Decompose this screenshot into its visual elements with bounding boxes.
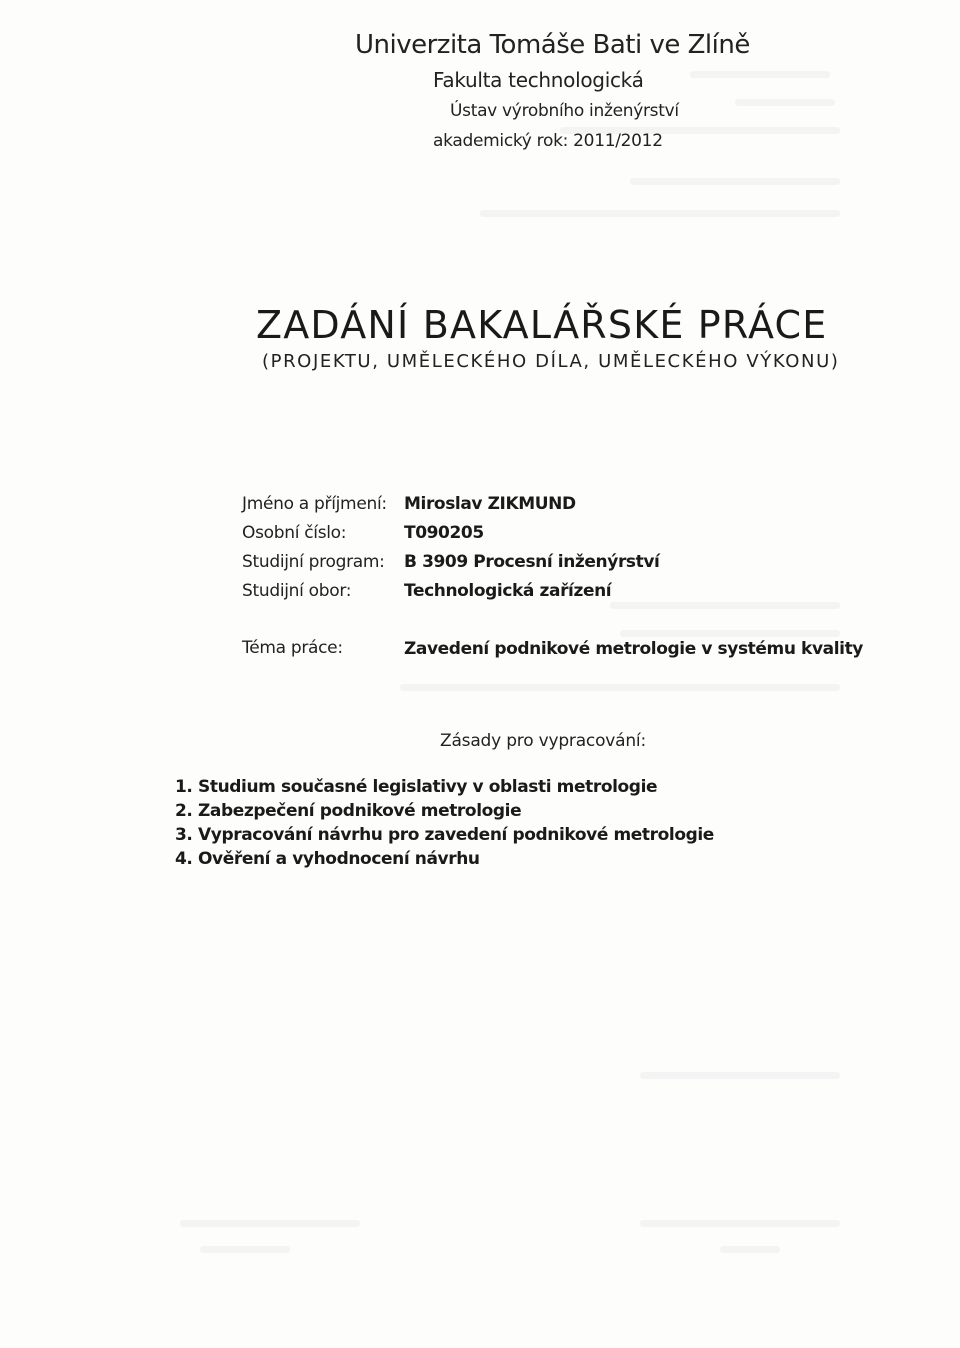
bleed-through-mark: [735, 99, 835, 106]
thesis-topic-value: Zavedení podnikové metrologie v systému kvality: [404, 639, 863, 659]
bleed-through-mark: [180, 1220, 360, 1227]
list-item: 2. Zabezpečení podnikové metrologie: [175, 801, 522, 821]
bleed-through-mark: [200, 1246, 290, 1253]
academic-year: akademický rok: 2011/2012: [433, 131, 663, 151]
document-subtitle: (PROJEKTU, UMĚLECKÉHO DÍLA, UMĚLECKÉHO VÝKONU): [262, 351, 840, 372]
bleed-through-mark: [640, 1072, 840, 1079]
student-id-label: Osobní číslo:: [242, 523, 347, 543]
faculty-name: Fakulta technologická: [433, 68, 644, 92]
principles-heading: Zásady pro vypracování:: [440, 731, 646, 751]
study-field-value: Technologická zařízení: [404, 581, 612, 601]
thesis-topic-label: Téma práce:: [242, 638, 343, 658]
study-program-value: B 3909 Procesní inženýrství: [404, 552, 660, 572]
name-label: Jméno a příjmení:: [242, 494, 387, 514]
list-item: 1. Studium současné legislativy v oblasti metrologie: [175, 777, 658, 797]
bleed-through-mark: [720, 1246, 780, 1253]
document-title: ZADÁNÍ BAKALÁŘSKÉ PRÁCE: [256, 303, 828, 347]
bleed-through-mark: [620, 630, 840, 637]
university-name: Univerzita Tomáše Bati ve Zlíně: [355, 30, 750, 60]
study-field-label: Studijní obor:: [242, 581, 352, 601]
bleed-through-mark: [690, 71, 830, 78]
bleed-through-mark: [400, 684, 840, 691]
student-id-value: T090205: [404, 523, 484, 543]
bleed-through-mark: [480, 210, 840, 217]
list-item: 4. Ověření a vyhodnocení návrhu: [175, 849, 480, 869]
institute-name: Ústav výrobního inženýrství: [450, 101, 679, 121]
name-value: Miroslav ZIKMUND: [404, 494, 576, 514]
bleed-through-mark: [630, 178, 840, 185]
bleed-through-mark: [640, 1220, 840, 1227]
list-item: 3. Vypracování návrhu pro zavedení podnikové metrologie: [175, 825, 714, 845]
study-program-label: Studijní program:: [242, 552, 385, 572]
bleed-through-mark: [610, 602, 840, 609]
principles-list: [175, 775, 714, 871]
